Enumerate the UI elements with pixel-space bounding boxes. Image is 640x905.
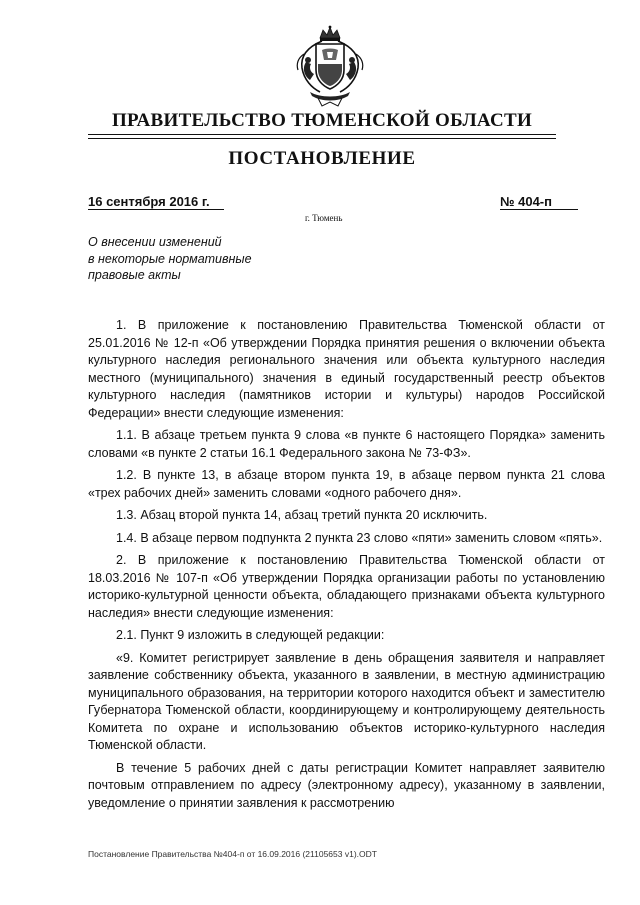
paragraph: 2. В приложение к постановлению Правительства Тюменской области от 18.03.2016 № 107-п «Об утверждении Порядка организации работы по установлению историко-культурной ценности объекта, обладающего признаками объекта культурного наследия» внести следующие изменения:	[88, 553, 605, 620]
paragraph: 2.1. Пункт 9 изложить в следующей редакции:	[116, 628, 385, 642]
paragraph: «9. Комитет регистрирует заявление в день обращения заявителя и направляет заявление собственнику объекта, указанного в заявлении, в местную администрацию муниципального образования, на территории которого находится объект и заместителю Губернатора Тюменской области, координирующему и контролирующему деятельность Комитета по охране и использованию объектов историко-культурного наследия Тюменской области.	[88, 650, 605, 752]
coat-of-arms-emblem	[292, 24, 368, 108]
paragraph: 1.1. В абзаце третьем пункта 9 слова «в пункте 6 настоящего Порядка» заменить словами «в пункте 2 статьи 16.1 Федерального закона № 73-ФЗ».	[88, 428, 605, 460]
document-body	[88, 317, 605, 817]
document-date: 16 сентября 2016 г.	[88, 194, 224, 210]
paragraph: В течение 5 рабочих дней с даты регистрации Комитет направляет заявителю почтовым отправлением по адресу (электронному адресу), указанному в заявлении, уведомление о принятии заявления к рассмотрению	[88, 760, 605, 810]
paragraph: 1.3. Абзац второй пункта 14, абзац третий пункта 20 исключить.	[116, 508, 488, 522]
document-footer: Постановление Правительства №404-п от 16.09.2016 (21105653 v1).ODT	[88, 849, 377, 859]
title-underline	[88, 134, 556, 135]
paragraph: 1.4. В абзаце первом подпункта 2 пункта 23 слово «пяти» заменить словом «пять».	[116, 530, 603, 545]
paragraph: 1. В приложение к постановлению Правительства Тюменской области от 25.01.2016 № 12-п «Об утверждении Порядка принятия решения о включении объекта культурного наследия регионального значения или объекта культурного наследия местного (муниципального) значения в единый государственный реестр объектов культурного наследия (памятников истории и культуры) народов Российской Федерации» внести следующие изменения:	[88, 318, 605, 420]
government-title: ПРАВИТЕЛЬСТВО ТЮМЕНСКОЙ ОБЛАСТИ	[111, 110, 533, 131]
document-number: № 404-п	[500, 194, 578, 210]
document-type-heading: ПОСТАНОВЛЕНИЕ	[228, 148, 416, 169]
paragraph: 1.2. В пункте 13, в абзаце втором пункта 19, в абзаце первом пункта 21 слова «трех рабочих дней» заменить словами «одного рабочего дня».	[88, 468, 605, 500]
document-subject: О внесении изменений в некоторые нормативные правовые акты	[88, 235, 252, 282]
document-place: г. Тюмень	[305, 213, 343, 223]
title-underline-thin	[88, 138, 556, 139]
